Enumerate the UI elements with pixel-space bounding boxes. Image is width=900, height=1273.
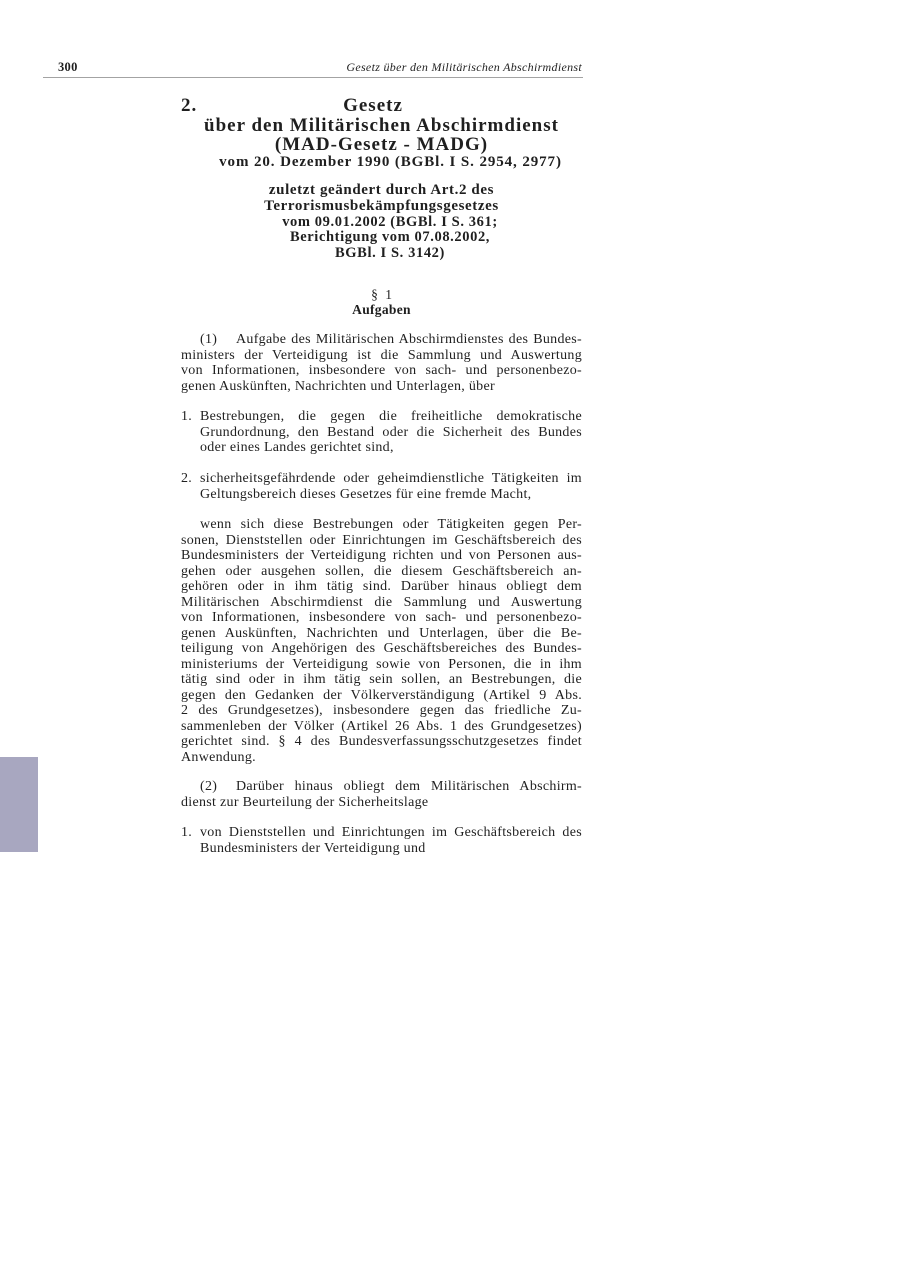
paragraph-line: von Informationen, insbesondere von sach- und personenbezo-	[181, 363, 582, 378]
paragraph-line: wenn sich diese Bestrebungen oder Tätigkeiten gegen Per-	[200, 517, 582, 532]
amendment-line: vom 09.01.2002 (BGBl. I S. 361;	[282, 213, 498, 230]
paragraph-line: genen Auskünften, Nachrichten und Unterlagen, über die Be-	[181, 625, 582, 641]
list-item-line: oder eines Landes gerichtet sind,	[200, 440, 394, 455]
paragraph-number: (2)	[200, 779, 218, 794]
title-line: über den Militärischen Abschirmdienst	[204, 115, 559, 136]
list-item-line: Geltungsbereich dieses Gesetzes für eine fremde Macht,	[200, 486, 532, 502]
paragraph-continuation	[181, 517, 582, 765]
amendment-line: BGBl. I S. 3142)	[335, 245, 445, 262]
paragraph-2	[181, 779, 582, 810]
list-item-line: Grundordnung, den Bestand oder die Sicherheit des Bundes	[200, 424, 582, 440]
list-item-line: Bundesministers der Verteidigung und	[200, 840, 426, 856]
paragraph-line: 2 des Grundgesetzes), insbesondere gegen das friedliche Zu-	[181, 703, 582, 718]
paragraph-line: ministeriums der Verteidigung sowie von Personen, die in ihm	[181, 656, 582, 672]
paragraph-line: ministers der Verteidigung ist die Sammlung und Auswertung	[181, 347, 582, 363]
list-item-number: 2.	[181, 471, 193, 486]
law-number: 2.	[181, 95, 198, 116]
header-rule	[43, 77, 583, 78]
paragraph-line: tätig sind oder in ihm tätig sein sollen, an Bestrebungen, die	[181, 672, 582, 687]
list-item-line: sicherheitsgefährdende oder geheimdienstliche Tätigkeiten im	[200, 471, 582, 486]
paragraph-line: gehören oder in ihm tätig sind. Darüber hinaus obliegt dem	[181, 579, 582, 594]
list-item-number: 1.	[181, 825, 193, 840]
list-item	[181, 471, 582, 502]
paragraph-line: gehen oder ausgehen sollen, die diesem Geschäftsbereich an-	[181, 563, 582, 579]
paragraph-line: genen Auskünften, Nachrichten und Unterlagen, über	[181, 378, 495, 394]
paragraph-line-text: Darüber hinaus obliegt dem Militärischen Abschirm-	[236, 779, 582, 794]
paragraph-1	[181, 332, 582, 394]
title-date-line: vom 20. Dezember 1990 (BGBl. I S. 2954, 2977)	[219, 154, 562, 170]
paragraph-line-text: Aufgabe des Militärischen Abschirmdienstes des Bundes-	[236, 332, 582, 347]
amendment-line: Berichtigung vom 07.08.2002,	[289, 229, 491, 246]
paragraph-line: Bundesministers der Verteidigung richten und von Personen aus-	[181, 548, 582, 563]
paragraph-number: (1)	[200, 332, 218, 347]
paragraph-line: von Informationen, insbesondere von sach- und personenbezo-	[181, 610, 582, 625]
paragraph-line: Militärischen Abschirmdienst die Sammlung und Auswertung	[181, 594, 582, 610]
list-item-line: Bestrebungen, die gegen die freiheitliche demokratische	[200, 409, 582, 424]
paragraph-line: gegen den Gedanken der Völkerverständigung (Artikel 9 Abs.	[181, 687, 582, 703]
list-item	[181, 825, 582, 856]
paragraph-line: dienst zur Beurteilung der Sicherheitslage	[181, 794, 429, 810]
section-heading: Aufgaben	[352, 302, 411, 317]
title-line: (MAD-Gesetz - MADG)	[274, 134, 489, 155]
amendment-line: Terrorismusbekämpfungsgesetzes	[264, 197, 499, 214]
thumb-index-tab	[0, 757, 38, 852]
amendment-note	[181, 183, 582, 262]
paragraph-line: teiligung von Angehörigen des Geschäftsbereiches des Bundes-	[181, 641, 582, 656]
paragraph-line	[181, 332, 582, 348]
running-header-title: Gesetz über den Militärischen Abschirmdienst	[346, 60, 582, 74]
page-number: 300	[58, 60, 78, 74]
list-item-number: 1.	[181, 409, 193, 424]
section-symbol: § 1	[371, 287, 392, 302]
list-item	[181, 409, 582, 456]
amendment-line: zuletzt geändert durch Art.2 des	[268, 182, 495, 198]
list-item-line: von Dienststellen und Einrichtungen im Geschäftsbereich des	[200, 825, 582, 840]
title-line: Gesetz	[343, 95, 403, 116]
paragraph-line: Anwendung.	[181, 749, 256, 765]
paragraph-line: gerichtet sind. § 4 des Bundesverfassungsschutzgesetzes findet	[181, 734, 582, 749]
paragraph-line: sonen, Dienststellen oder Einrichtungen im Geschäftsbereich des	[181, 532, 582, 548]
paragraph-line: sammenleben der Völker (Artikel 26 Abs. 1 des Grundgesetzes)	[181, 718, 582, 734]
paragraph-line	[181, 779, 582, 795]
